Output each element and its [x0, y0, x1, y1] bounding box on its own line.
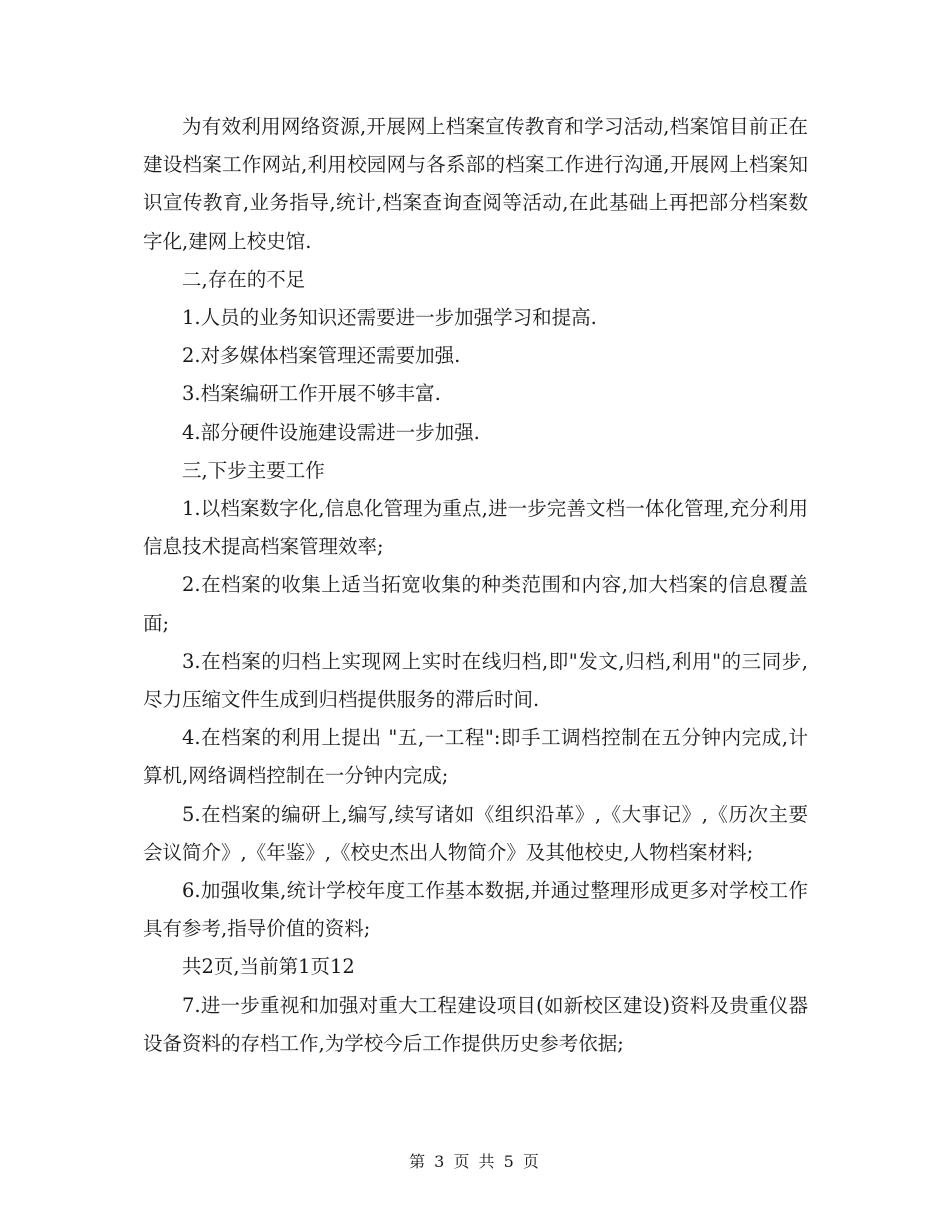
list-item: 1.人员的业务知识还需要进一步加强学习和提高. [182, 306, 597, 330]
section-heading-next-steps: 三,下步主要工作 [182, 458, 325, 482]
section-heading-shortcomings: 二,存在的不足 [182, 267, 306, 291]
paragraph-intro: 为有效利用网络资源,开展网上档案宣传教育和学习活动,档案馆目前正在建设档案工作网站,利用校园网与各系部的档案工作进行沟通,开展网上档案知识宣传教育,业务指导,统计,档案查询查阅等活动,在此基础上再把部分档案数字化,建网上校史馆. [143, 115, 808, 253]
list-item: 3.档案编研工作开展不够丰富. [182, 382, 441, 406]
page-split-note: 共2页,当前第1页12 [182, 955, 355, 979]
page-footer: 第 3 页 共 5 页 [409, 1152, 541, 1171]
list-item: 2.在档案的收集上适当拓宽收集的种类范围和内容,加大档案的信息覆盖面; [143, 573, 808, 635]
list-item: 4.部分硬件设施建设需进一步加强. [182, 420, 480, 444]
list-item: 5.在档案的编研上,编写,续写诸如《组织沿革》,《大事记》,《历次主要会议简介》,《年鉴》,《校史杰出人物简介》及其他校史,人物档案材料; [143, 802, 808, 864]
list-item: 2.对多媒体档案管理还需要加强. [182, 344, 461, 368]
list-item: 3.在档案的归档上实现网上实时在线归档,即"发文,归档,利用"的三同步,尽力压缩文件生成到归档提供服务的滞后时间. [143, 649, 808, 712]
list-item: 1.以档案数字化,信息化管理为重点,进一步完善文档一体化管理,充分利用信息技术提高档案管理效率; [143, 497, 808, 559]
document-body [143, 108, 808, 1063]
list-item: 6.加强收集,统计学校年度工作基本数据,并通过整理形成更多对学校工作具有参考,指导价值的资料; [143, 879, 808, 941]
list-item: 4.在档案的利用上提出 "五,一工程":即手工调档控制在五分钟内完成,计算机,网络调档控制在一分钟内完成; [143, 726, 808, 788]
list-item: 7.进一步重视和加强对重大工程建设项目(如新校区建设)资料及贵重仪器设备资料的存档工作,为学校今后工作提供历史参考依据; [143, 993, 808, 1055]
